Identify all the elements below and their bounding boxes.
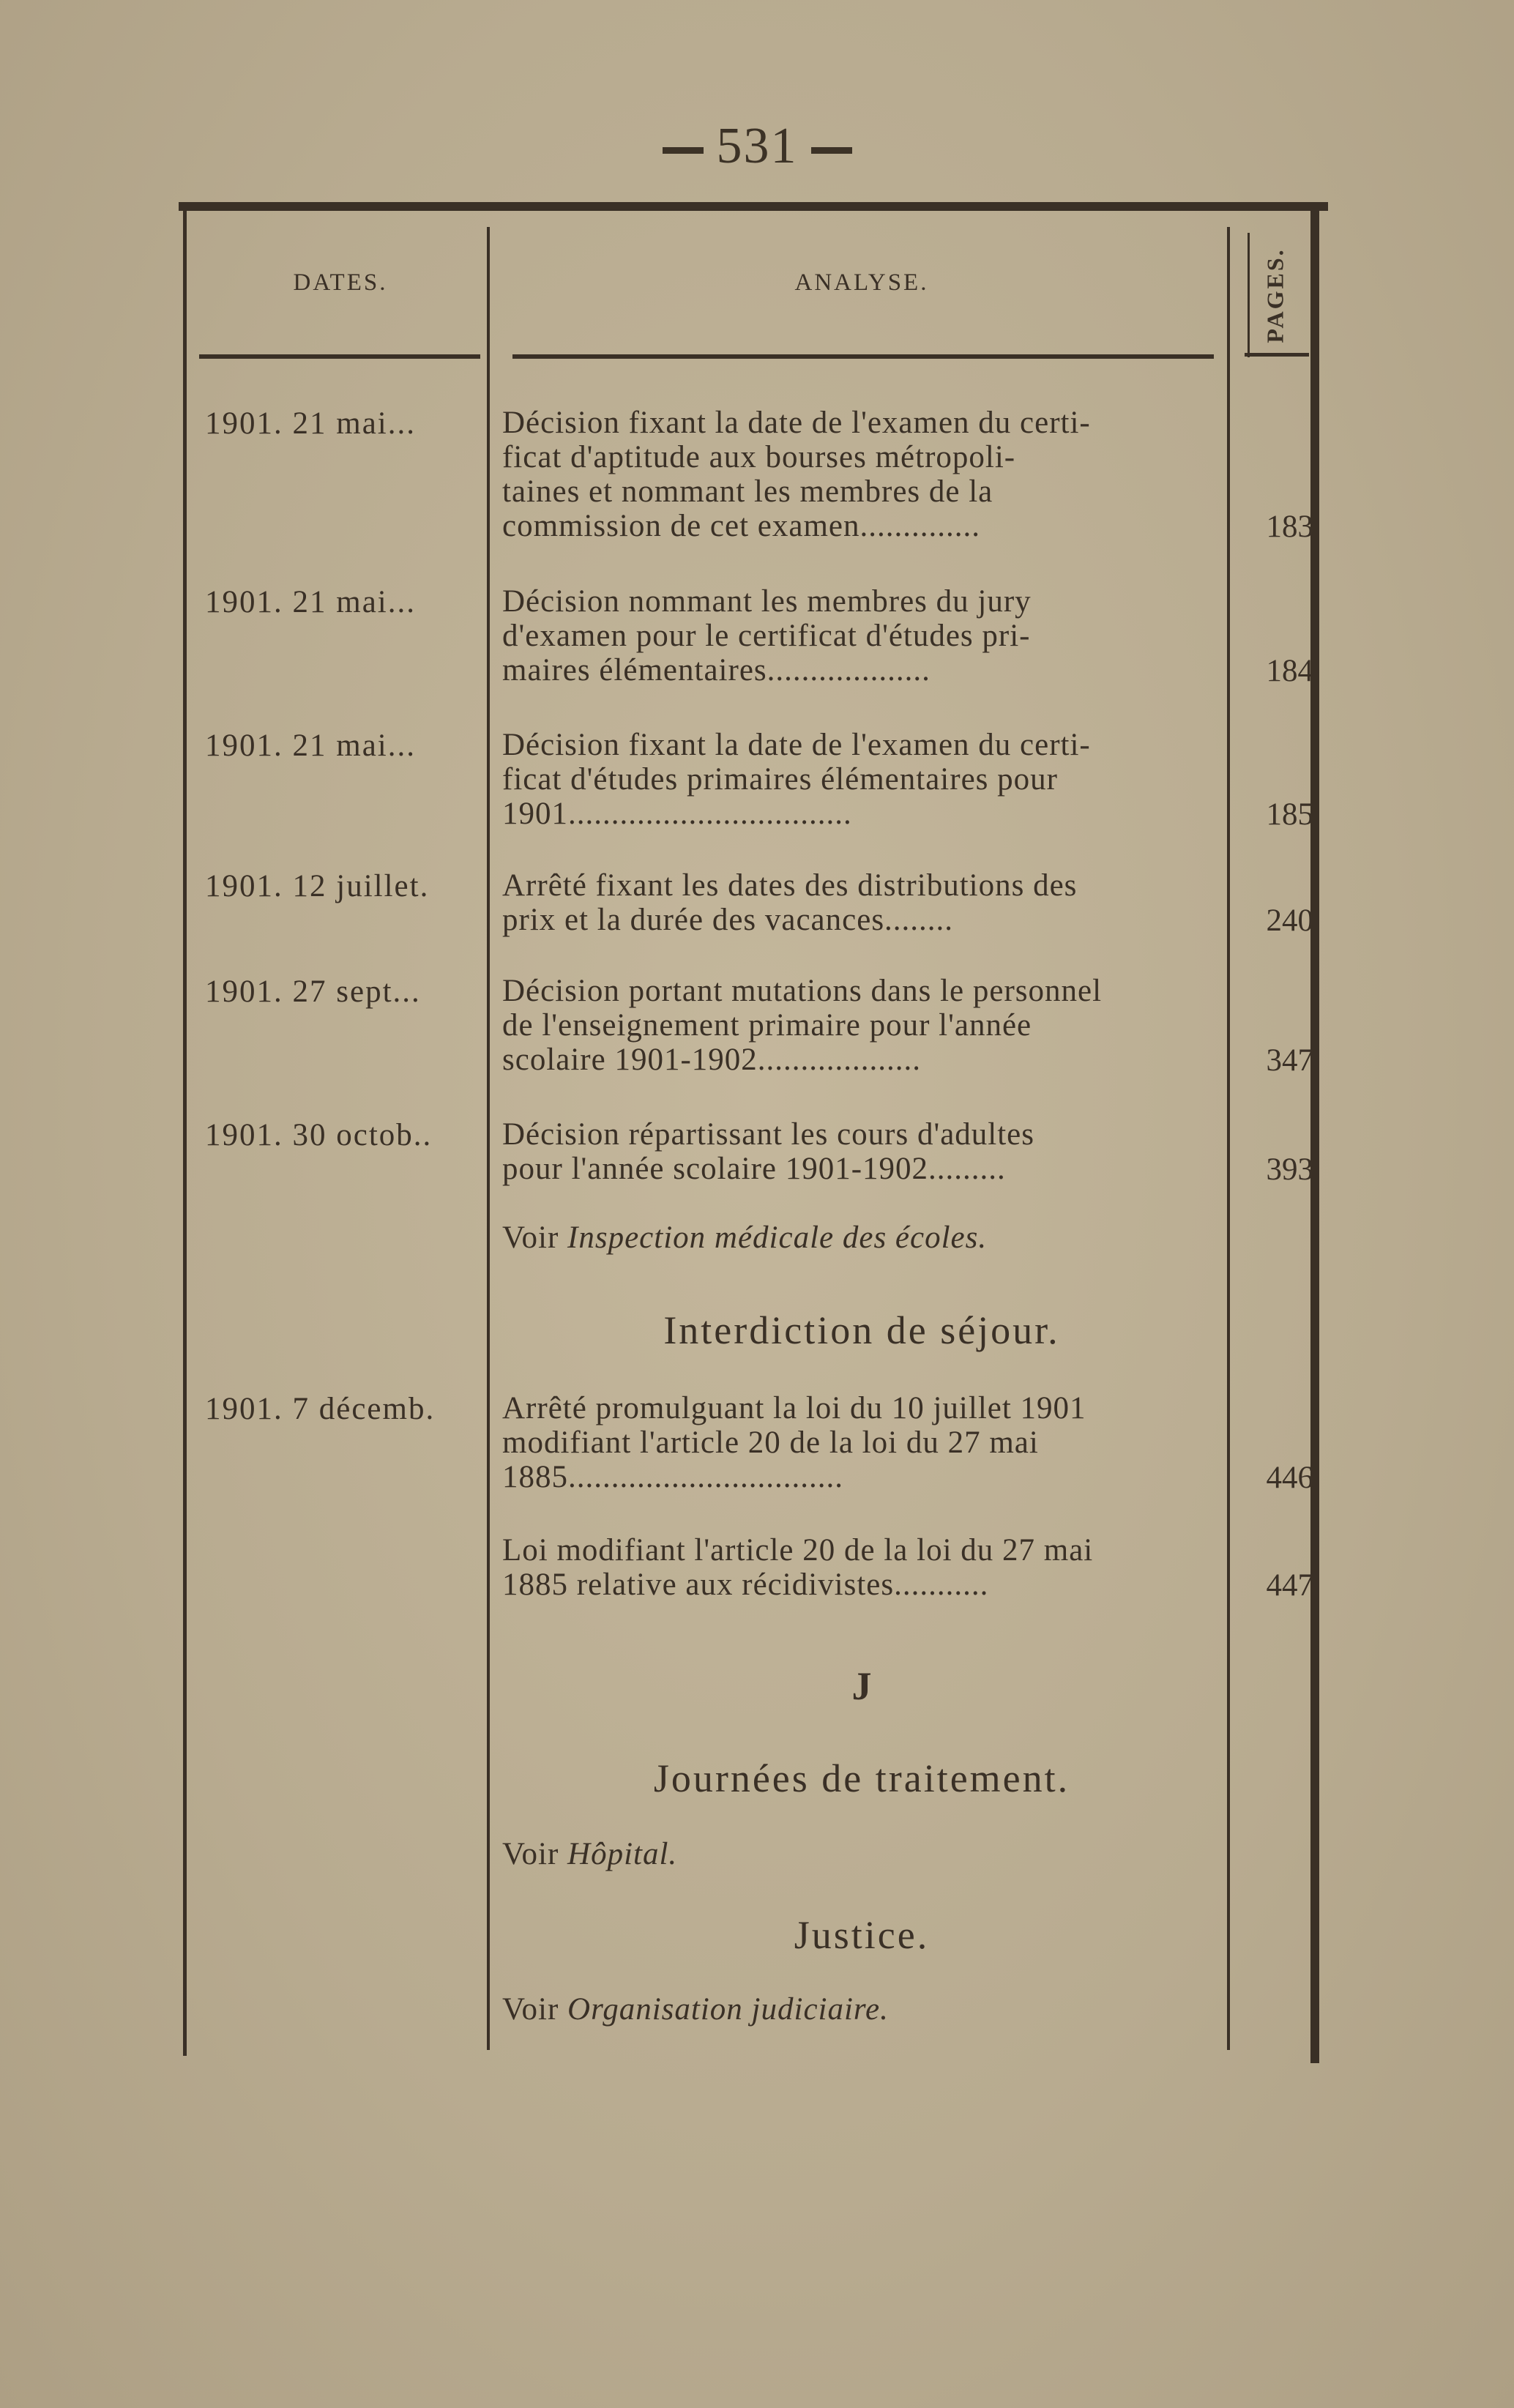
entry-date: 1901. 21 mai... [205, 585, 416, 619]
entry-page: 183 [1266, 510, 1313, 544]
entry-description [502, 868, 1221, 937]
section-heading: Journées de traitement. [653, 1756, 1070, 1800]
entry-line: maires élémentaires................... [502, 653, 931, 687]
entry-line: ficat d'études primaires élémentaires pour [502, 762, 1058, 797]
analyse-header: ANALYSE. [794, 269, 929, 296]
entry-line: ficat d'aptitude aux bourses métropoli- [502, 440, 1016, 474]
entry-line: Décision répartissant les cours d'adultes [502, 1117, 1035, 1152]
entry-date: 1901. 12 juillet. [205, 869, 430, 903]
entry-line: scolaire 1901-1902................... [502, 1043, 922, 1077]
entry-page: 393 [1266, 1152, 1313, 1187]
analyse-header-rule [512, 354, 1214, 359]
page-number-dash-right [811, 147, 852, 154]
page-number-value: 531 [716, 118, 798, 174]
table-top-rule [179, 202, 1328, 211]
entry-line: prix et la durée des vacances........ [502, 903, 954, 937]
entry-line: Décision portant mutations dans le personnel [502, 974, 1103, 1008]
see-prefix: Voir [502, 1220, 568, 1255]
entry-line: Décision fixant la date de l'examen du certi- [502, 728, 1091, 762]
entry-line: modifiant l'article 20 de la loi du 27 mai [502, 1425, 1039, 1460]
entry-page: 447 [1266, 1568, 1313, 1603]
pages-header [1259, 240, 1291, 350]
entry-description [502, 974, 1221, 1077]
entry-description [502, 1391, 1221, 1494]
entry-description [502, 1533, 1221, 1602]
entry-line: Arrêté promulguant la loi du 10 juillet 1901 [502, 1391, 1086, 1425]
entry-line: pour l'année scolaire 1901-1902......... [502, 1152, 1006, 1186]
see-reference [502, 1836, 677, 1872]
entry-page: 446 [1266, 1461, 1313, 1495]
entry-description [502, 728, 1221, 831]
pages-header-divider [1248, 233, 1250, 357]
entry-page: 185 [1266, 797, 1313, 832]
entry-description [502, 584, 1221, 687]
section-heading: Interdiction de séjour. [663, 1308, 1060, 1352]
entry-line: de l'enseignement primaire pour l'année [502, 1008, 1032, 1043]
dates-header-rule [199, 354, 480, 359]
entry-date: 1901. 21 mai... [205, 406, 416, 441]
see-prefix: Voir [502, 1837, 568, 1871]
entry-line: Arrêté fixant les dates des distributions des [502, 868, 1078, 903]
entry-date: 1901. 21 mai... [205, 728, 416, 763]
pages-header-label: PAGES. [1261, 247, 1289, 343]
entry-line: commission de cet examen.............. [502, 509, 980, 543]
entry-date: 1901. 27 sept... [205, 974, 421, 1009]
entry-line: d'examen pour le certificat d'études pri- [502, 619, 1031, 653]
dates-header: DATES. [293, 269, 388, 296]
see-target: Organisation judiciaire. [567, 1992, 889, 2027]
page-number [0, 117, 1514, 176]
entry-date: 1901. 30 octob.. [205, 1118, 433, 1152]
entry-line: Loi modifiant l'article 20 de la loi du 27 mai [502, 1533, 1094, 1568]
table-left-border [183, 211, 187, 2056]
entry-line: 1901................................. [502, 797, 852, 831]
page-number-dash-left [663, 147, 704, 154]
pages-header-rule [1245, 353, 1309, 357]
entry-date: 1901. 7 décemb. [205, 1392, 436, 1426]
entry-page: 240 [1266, 903, 1313, 938]
see-reference [502, 1220, 987, 1256]
entry-line: Décision fixant la date de l'examen du certi- [502, 406, 1091, 440]
see-reference [502, 1991, 889, 2027]
entry-description [502, 1117, 1221, 1186]
entry-page: 184 [1266, 654, 1313, 688]
table-right-border [1310, 211, 1319, 2063]
analyse-column-divider [1227, 227, 1230, 2050]
entry-description [502, 406, 1221, 543]
section-heading: Justice. [794, 1913, 930, 1957]
entry-line: 1885 relative aux récidivistes........... [502, 1568, 989, 1602]
see-target: Hôpital. [567, 1837, 678, 1871]
index-letter: J [851, 1664, 872, 1708]
see-target: Inspection médicale des écoles. [567, 1220, 988, 1255]
entry-line: taines et nommant les membres de la [502, 474, 993, 509]
see-prefix: Voir [502, 1992, 568, 2027]
entry-line: 1885................................ [502, 1460, 843, 1494]
entry-line: Décision nommant les membres du jury [502, 584, 1032, 619]
entry-page: 347 [1266, 1043, 1313, 1078]
